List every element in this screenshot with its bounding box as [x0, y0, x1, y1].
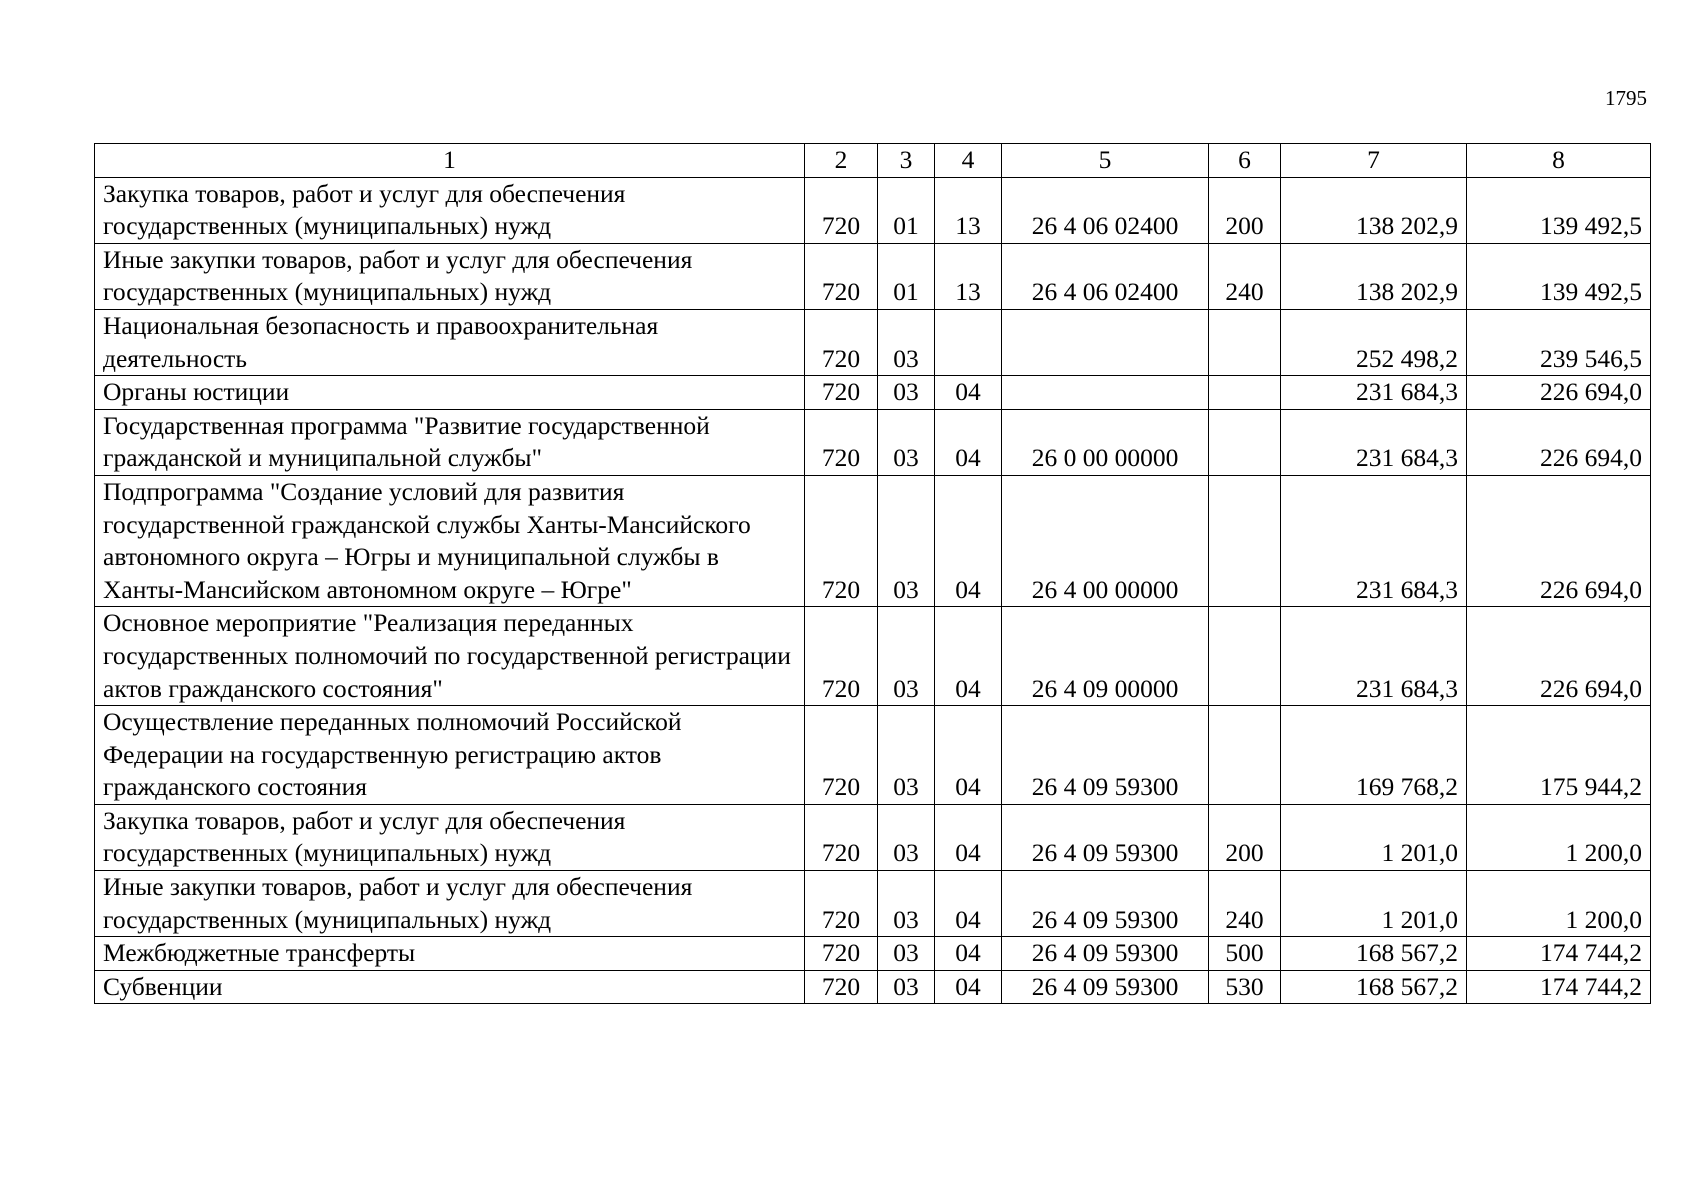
target-code: 26 4 09 59300	[1002, 970, 1209, 1004]
expense-type-code: 530	[1209, 970, 1281, 1004]
admin-code: 720	[805, 376, 878, 410]
row-name: Государственная программа "Развитие государственной гражданской и муниципальной службы"	[95, 409, 805, 475]
row-name: Закупка товаров, работ и услуг для обеспечения государственных (муниципальных) нужд	[95, 177, 805, 243]
amount-col-7: 231 684,3	[1281, 409, 1467, 475]
column-header: 3	[878, 144, 935, 178]
target-code: 26 4 09 59300	[1002, 937, 1209, 971]
subsection-code: 04	[935, 970, 1002, 1004]
target-code: 26 4 06 02400	[1002, 243, 1209, 309]
table-row	[95, 706, 1651, 805]
expense-type-code: 200	[1209, 804, 1281, 870]
row-name: Иные закупки товаров, работ и услуг для обеспечения государственных (муниципальных) нужд	[95, 243, 805, 309]
subsection-code: 04	[935, 871, 1002, 937]
amount-col-8: 226 694,0	[1467, 607, 1651, 706]
target-code: 26 4 09 59300	[1002, 804, 1209, 870]
section-code: 03	[878, 309, 935, 375]
amount-col-8: 226 694,0	[1467, 475, 1651, 606]
table-row	[95, 804, 1651, 870]
row-name: Субвенции	[95, 970, 805, 1004]
subsection-code	[935, 309, 1002, 375]
subsection-code: 13	[935, 177, 1002, 243]
amount-col-7: 1 201,0	[1281, 871, 1467, 937]
table-row	[95, 871, 1651, 937]
row-name: Иные закупки товаров, работ и услуг для обеспечения государственных (муниципальных) нужд	[95, 871, 805, 937]
amount-col-8: 226 694,0	[1467, 376, 1651, 410]
admin-code: 720	[805, 243, 878, 309]
target-code: 26 0 00 00000	[1002, 409, 1209, 475]
expense-type-code: 240	[1209, 243, 1281, 309]
table-row	[95, 243, 1651, 309]
target-code	[1002, 309, 1209, 375]
table-row	[95, 475, 1651, 606]
amount-col-8: 1 200,0	[1467, 804, 1651, 870]
amount-col-7: 231 684,3	[1281, 475, 1467, 606]
expense-type-code	[1209, 376, 1281, 410]
admin-code: 720	[805, 937, 878, 971]
amount-col-7: 138 202,9	[1281, 243, 1467, 309]
admin-code: 720	[805, 871, 878, 937]
table-row	[95, 970, 1651, 1004]
section-code: 03	[878, 871, 935, 937]
section-code: 03	[878, 607, 935, 706]
subsection-code: 13	[935, 243, 1002, 309]
amount-col-8: 239 546,5	[1467, 309, 1651, 375]
amount-col-8: 139 492,5	[1467, 177, 1651, 243]
row-name: Органы юстиции	[95, 376, 805, 410]
row-name: Осуществление переданных полномочий Российской Федерации на государственную регистрацию актов гражданского состояния	[95, 706, 805, 805]
expense-type-code	[1209, 409, 1281, 475]
target-code: 26 4 06 02400	[1002, 177, 1209, 243]
target-code: 26 4 09 59300	[1002, 871, 1209, 937]
expense-type-code	[1209, 706, 1281, 805]
expense-type-code	[1209, 309, 1281, 375]
expense-type-code: 500	[1209, 937, 1281, 971]
column-header: 6	[1209, 144, 1281, 178]
table-row	[95, 607, 1651, 706]
expense-type-code	[1209, 607, 1281, 706]
target-code: 26 4 09 00000	[1002, 607, 1209, 706]
target-code: 26 4 00 00000	[1002, 475, 1209, 606]
admin-code: 720	[805, 475, 878, 606]
header-row	[95, 144, 1651, 178]
section-code: 03	[878, 376, 935, 410]
subsection-code: 04	[935, 804, 1002, 870]
target-code: 26 4 09 59300	[1002, 706, 1209, 805]
section-code: 03	[878, 804, 935, 870]
amount-col-7: 1 201,0	[1281, 804, 1467, 870]
subsection-code: 04	[935, 607, 1002, 706]
expense-type-code	[1209, 475, 1281, 606]
column-header: 8	[1467, 144, 1651, 178]
column-header: 7	[1281, 144, 1467, 178]
table-row	[95, 376, 1651, 410]
row-name: Подпрограмма "Создание условий для развития государственной гражданской службы Ханты-Мансийского автономного округа – Югры и муниципальной службы в Ханты-Мансийском автономном округе – Югре"	[95, 475, 805, 606]
table-row	[95, 177, 1651, 243]
admin-code: 720	[805, 706, 878, 805]
amount-col-7: 231 684,3	[1281, 607, 1467, 706]
amount-col-7: 168 567,2	[1281, 937, 1467, 971]
page-number: 1795	[1605, 86, 1647, 110]
section-code: 03	[878, 409, 935, 475]
amount-col-7: 169 768,2	[1281, 706, 1467, 805]
subsection-code: 04	[935, 475, 1002, 606]
admin-code: 720	[805, 970, 878, 1004]
column-header: 1	[95, 144, 805, 178]
section-code: 03	[878, 937, 935, 971]
target-code	[1002, 376, 1209, 410]
column-header: 2	[805, 144, 878, 178]
subsection-code: 04	[935, 409, 1002, 475]
column-header: 5	[1002, 144, 1209, 178]
row-name: Закупка товаров, работ и услуг для обеспечения государственных (муниципальных) нужд	[95, 804, 805, 870]
section-code: 03	[878, 475, 935, 606]
subsection-code: 04	[935, 376, 1002, 410]
table-row	[95, 937, 1651, 971]
amount-col-8: 226 694,0	[1467, 409, 1651, 475]
subsection-code: 04	[935, 706, 1002, 805]
section-code: 03	[878, 970, 935, 1004]
row-name: Национальная безопасность и правоохранительная деятельность	[95, 309, 805, 375]
amount-col-8: 139 492,5	[1467, 243, 1651, 309]
amount-col-8: 174 744,2	[1467, 937, 1651, 971]
amount-col-8: 174 744,2	[1467, 970, 1651, 1004]
amount-col-8: 1 200,0	[1467, 871, 1651, 937]
admin-code: 720	[805, 309, 878, 375]
amount-col-7: 138 202,9	[1281, 177, 1467, 243]
section-code: 03	[878, 706, 935, 805]
table-row	[95, 409, 1651, 475]
admin-code: 720	[805, 409, 878, 475]
amount-col-8: 175 944,2	[1467, 706, 1651, 805]
admin-code: 720	[805, 177, 878, 243]
admin-code: 720	[805, 607, 878, 706]
admin-code: 720	[805, 804, 878, 870]
row-name: Основное мероприятие "Реализация переданных государственных полномочий по государственной регистрации актов гражданского состояния"	[95, 607, 805, 706]
amount-col-7: 231 684,3	[1281, 376, 1467, 410]
section-code: 01	[878, 243, 935, 309]
column-header: 4	[935, 144, 1002, 178]
expense-type-code: 200	[1209, 177, 1281, 243]
amount-col-7: 252 498,2	[1281, 309, 1467, 375]
row-name: Межбюджетные трансферты	[95, 937, 805, 971]
expense-type-code: 240	[1209, 871, 1281, 937]
table-row	[95, 309, 1651, 375]
budget-table	[94, 143, 1651, 1004]
amount-col-7: 168 567,2	[1281, 970, 1467, 1004]
section-code: 01	[878, 177, 935, 243]
subsection-code: 04	[935, 937, 1002, 971]
